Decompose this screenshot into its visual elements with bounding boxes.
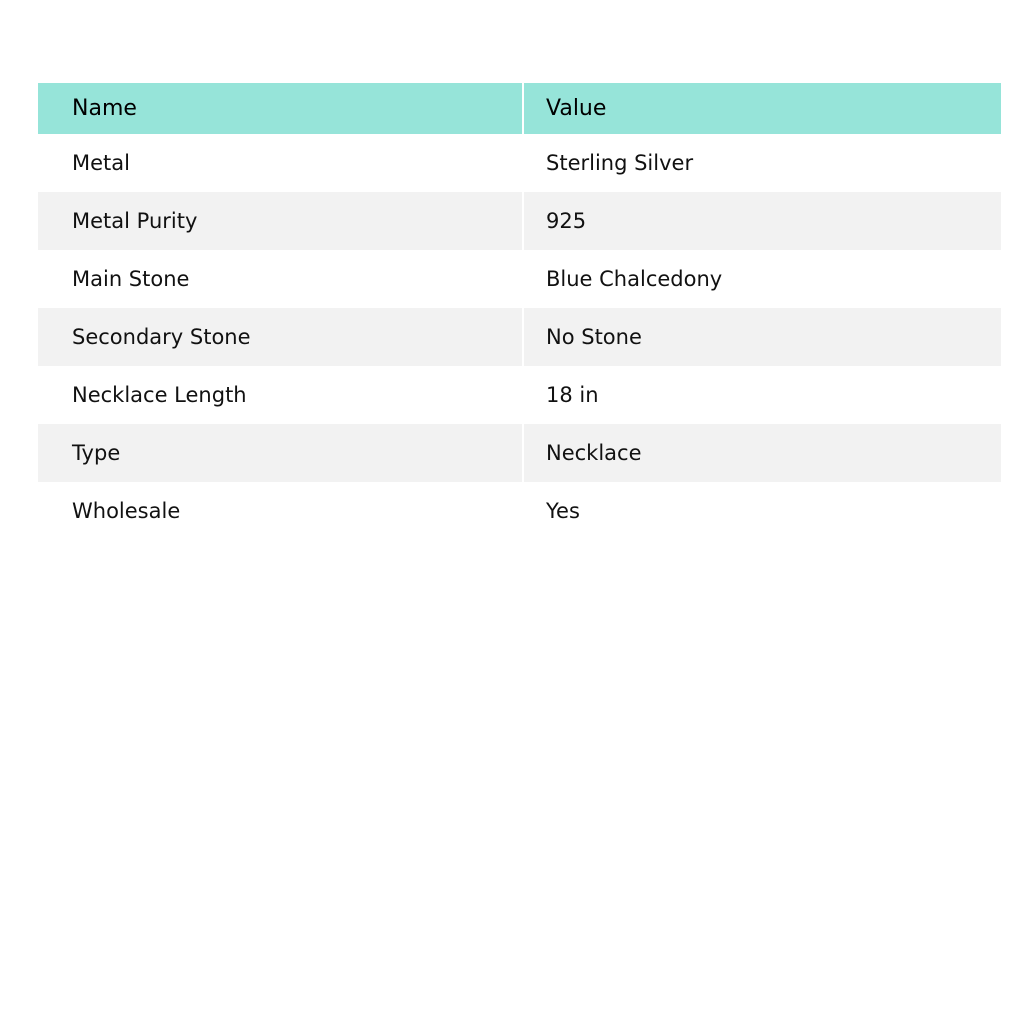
row-name-cell: Main Stone <box>72 267 190 291</box>
row-name-cell: Wholesale <box>72 499 181 523</box>
row-name-cell: Secondary Stone <box>72 325 251 349</box>
row-name-cell: Metal <box>72 151 130 175</box>
table-row <box>38 366 1001 424</box>
table-row <box>38 134 1001 192</box>
table-row <box>38 482 1001 540</box>
column-header-name: Name <box>72 96 137 121</box>
row-name-cell: Metal Purity <box>72 209 198 233</box>
row-name-cell: Necklace Length <box>72 383 247 407</box>
table-body <box>38 134 1001 540</box>
row-value-cell: No Stone <box>523 308 1001 366</box>
table-row <box>38 424 1001 482</box>
table-row <box>38 192 1001 250</box>
table-row <box>38 308 1001 366</box>
row-value-cell: 925 <box>523 192 1001 250</box>
table-row <box>38 250 1001 308</box>
table-header <box>38 83 1001 134</box>
row-value-cell: Sterling Silver <box>523 134 1001 192</box>
row-value-cell: Blue Chalcedony <box>523 250 1001 308</box>
column-header-value: Value <box>523 83 1001 134</box>
row-name-cell: Type <box>72 441 121 465</box>
product-spec-table <box>38 83 1001 540</box>
row-value-cell: 18 in <box>523 366 1001 424</box>
row-value-cell: Necklace <box>523 424 1001 482</box>
row-value-cell: Yes <box>523 482 1001 540</box>
header-row <box>38 83 1001 134</box>
